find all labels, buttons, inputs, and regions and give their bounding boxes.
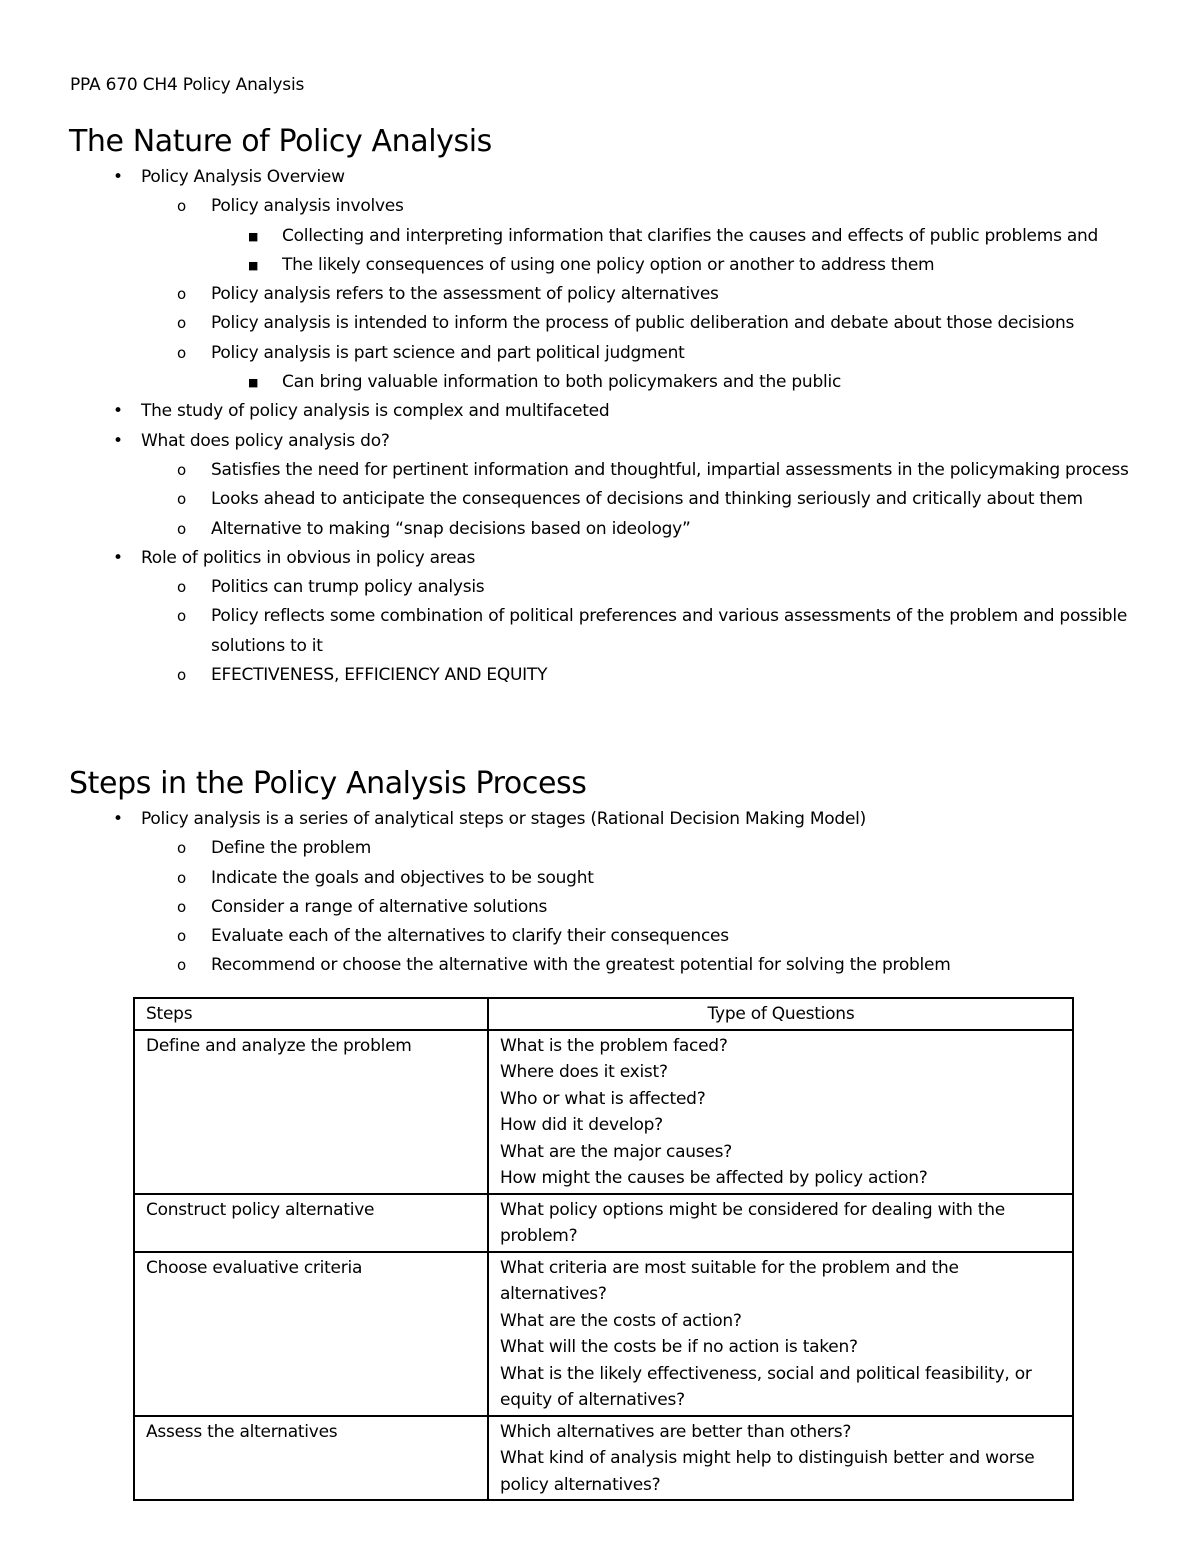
list-item: • Policy Analysis Overview — [113, 167, 345, 187]
table-row — [134, 1416, 1073, 1501]
table-cell-questions — [488, 1416, 1073, 1501]
question: What are the costs of action? — [500, 1310, 742, 1331]
question: Who or what is affected? — [500, 1088, 706, 1109]
list-item: o Satisfies the need for pertinent information and thoughtful, impartial assessments in the policymaking process — [177, 459, 1129, 480]
section-heading-steps: Steps in the Policy Analysis Process — [69, 766, 587, 801]
question: How might the causes be affected by policy action? — [500, 1168, 928, 1188]
table-cell-questions — [488, 1252, 1073, 1416]
table-row — [134, 1194, 1073, 1252]
list-item: o Policy analysis refers to the assessment of policy alternatives — [177, 284, 719, 305]
table-header-row — [134, 998, 1073, 1030]
table-header-questions: Type of Questions — [488, 998, 1073, 1030]
question: What is the likely effectiveness, social and political feasibility, or equity of alternatives? — [500, 1363, 1032, 1410]
question: What will the costs be if no action is taken? — [500, 1337, 858, 1357]
question: Where does it exist? — [500, 1062, 668, 1082]
list-item: o Policy analysis is intended to inform the process of public deliberation and debate about those decisions — [177, 313, 1075, 334]
list-item: o Recommend or choose the alternative with the greatest potential for solving the problem — [177, 955, 951, 976]
list-item: o Policy analysis is part science and part political judgment — [177, 342, 685, 363]
question: Which alternatives are better than others? — [500, 1421, 852, 1442]
question: What criteria are most suitable for the problem and the alternatives? — [500, 1257, 959, 1304]
table-row — [134, 1252, 1073, 1416]
question: What kind of analysis might help to distinguish better and worse policy alternatives? — [500, 1448, 1035, 1495]
question: What are the major causes? — [500, 1141, 732, 1162]
table-cell-questions — [488, 1030, 1073, 1194]
list-item: • Policy analysis is a series of analytical steps or stages (Rational Decision Making Model) — [113, 809, 867, 829]
list-item: o Alternative to making “snap decisions based on ideology” — [177, 518, 691, 539]
list-item: • Role of politics in obvious in policy areas — [113, 547, 476, 568]
list-item: o Looks ahead to anticipate the consequences of decisions and thinking seriously and critically about them — [177, 489, 1083, 510]
steps-table — [133, 997, 1074, 1501]
table-cell-step: Construct policy alternative — [134, 1194, 488, 1252]
list-item: • The study of policy analysis is complex and multifaceted — [113, 401, 610, 422]
section-heading-nature: The Nature of Policy Analysis — [69, 124, 492, 159]
list-item: o Indicate the goals and objectives to be sought — [177, 867, 594, 888]
list-item: • What does policy analysis do? — [113, 430, 390, 451]
list-item: o Consider a range of alternative solutions — [177, 896, 548, 917]
question: How did it develop? — [500, 1115, 663, 1135]
table-cell-step: Assess the alternatives — [134, 1416, 488, 1501]
list-item: o Policy reflects some combination of political preferences and various assessments of the problem and possible solutions to it — [177, 606, 1128, 656]
table-cell-step: Define and analyze the problem — [134, 1030, 488, 1194]
list-item: o Politics can trump policy analysis — [177, 577, 485, 598]
list-item: o Evaluate each of the alternatives to clarify their consequences — [177, 926, 729, 947]
table-cell-step: Choose evaluative criteria — [134, 1252, 488, 1416]
list-item: ■ Can bring valuable information to both policymakers and the public — [248, 372, 842, 393]
table-row — [134, 1030, 1073, 1194]
question: What is the problem faced? — [500, 1035, 728, 1056]
nature-outline — [0, 163, 1191, 690]
list-item: o Define the problem — [177, 838, 372, 859]
table-header-steps: Steps — [134, 998, 488, 1030]
steps-outline — [0, 805, 1011, 981]
list-item: ■ The likely consequences of using one policy option or another to address them — [248, 254, 935, 275]
table-cell-questions — [488, 1194, 1073, 1252]
list-item: o Policy analysis involves — [177, 196, 404, 217]
list-item: ■ Collecting and interpreting information that clarifies the causes and effects of public problems and — [248, 225, 1099, 246]
document-header: PPA 670 CH4 Policy Analysis — [70, 75, 305, 95]
list-item: o EFECTIVENESS, EFFICIENCY AND EQUITY — [177, 665, 548, 686]
question: What policy options might be considered for dealing with the problem? — [500, 1199, 1005, 1246]
